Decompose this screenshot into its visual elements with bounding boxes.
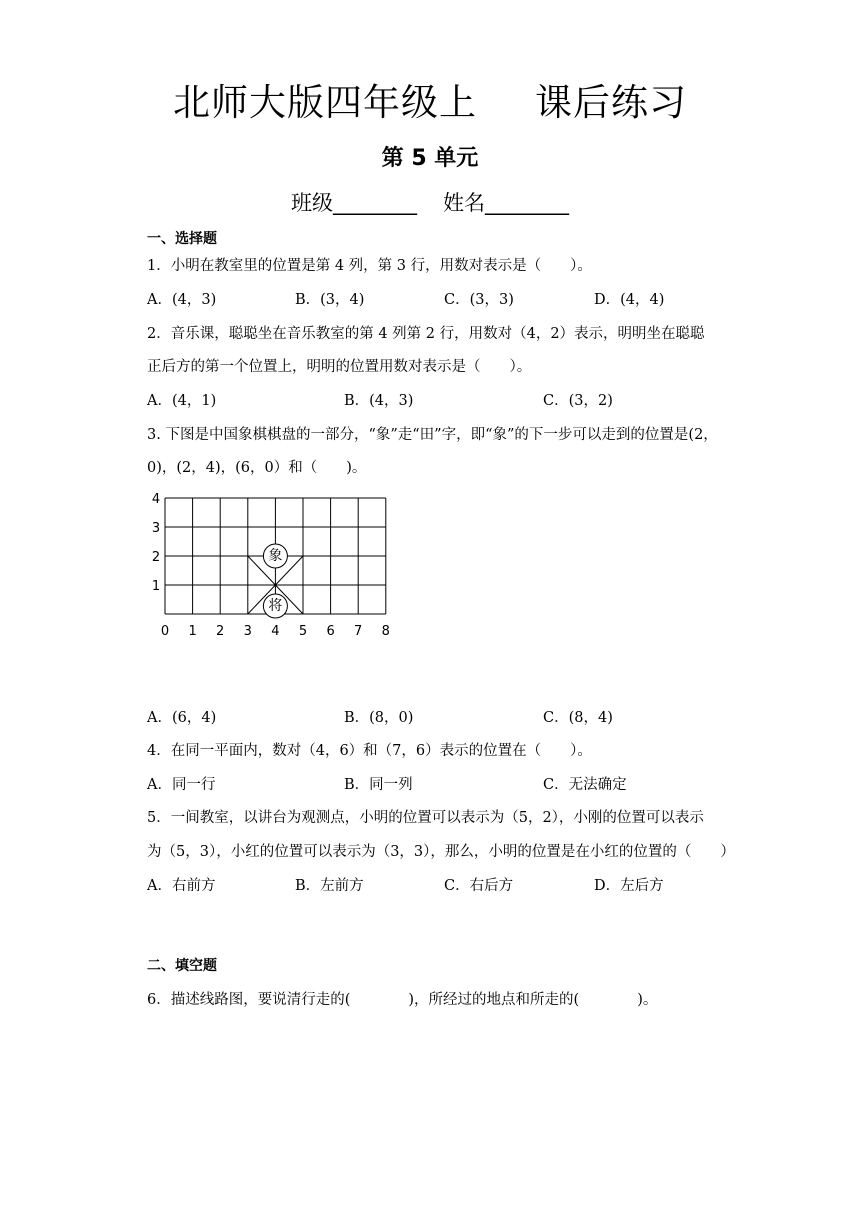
board-x-label: 5 [298, 624, 308, 639]
board-x-label: 0 [160, 624, 170, 639]
class-field: 班级________ [291, 191, 417, 215]
board-x-label: 3 [243, 624, 252, 639]
board-x-labels [161, 624, 390, 639]
question-1-text: 1．小明在教室里的位置是第 4 列，第 3 行，用数对表示是（ ）。 [147, 258, 592, 274]
section-heading-choice: 一、选择题 [147, 231, 217, 247]
board-x-label: 6 [326, 624, 335, 639]
question-2-option-b: B．(4，3) [344, 393, 414, 409]
board-x-label: 1 [188, 624, 197, 639]
page-title [0, 72, 860, 126]
board-x-label: 7 [354, 624, 363, 639]
board-y-label: 1 [151, 579, 161, 594]
question-6-text: 6．描述线路图，要说清行走的( )，所经过的地点和所走的( )。 [147, 992, 658, 1008]
chess-board-figure [150, 492, 400, 652]
question-1-option-a: A．(4，3) [147, 292, 217, 308]
question-1-option-b: B．(3，4) [295, 292, 365, 308]
question-3-option-a: A．(6，4) [147, 710, 217, 726]
question-1-option-d: D．(4，4) [594, 292, 665, 308]
question-1-option-c: C．(3，3) [444, 292, 514, 308]
question-5-line-1: 5．一间教室，以讲台为观测点，小明的位置可以表示为（5，2），小刚的位置可以表示 [147, 810, 704, 826]
question-4-option-b: B．同一列 [344, 777, 413, 793]
question-5-option-d: D．左后方 [594, 878, 664, 894]
board-x-label: 8 [381, 624, 390, 639]
question-4-text: 4．在同一平面内，数对（4，6）和（7，6）表示的位置在（ ）。 [147, 743, 592, 759]
board-y-labels [152, 492, 160, 594]
general-piece [263, 594, 287, 618]
elephant-piece [263, 544, 287, 568]
question-5-line-2: 为（5，3），小红的位置可以表示为（3，3），那么，小明的位置是在小红的位置的（ ） [147, 844, 735, 860]
question-5-option-a: A．右前方 [147, 878, 216, 894]
question-3-line-2: 0)，(2，4)，(6，0）和（ )。 [147, 460, 367, 476]
question-3-option-b: B．(8，0) [344, 710, 414, 726]
question-3-line-1: 3. 下图是中国象棋棋盘的一部分，“象”走“田”字，即“象”的下一步可以走到的位置是(2， [147, 427, 718, 443]
board-x-label: 2 [216, 624, 225, 639]
question-2-option-c: C．(3，2) [543, 393, 613, 409]
unit-heading: 第 5 单元 [381, 146, 479, 171]
question-2-line-1: 2．音乐课，聪聪坐在音乐教室的第 4 列第 2 行，用数对（4，2）表示，明明坐在聪聪 [147, 326, 705, 342]
student-info-line [0, 187, 860, 217]
question-2-line-2: 正后方的第一个位置上，明明的位置用数对表示是（ ）。 [147, 359, 532, 375]
board-y-label: 3 [151, 521, 161, 536]
board-x-label: 4 [271, 624, 280, 639]
question-5-option-b: B．左前方 [295, 878, 364, 894]
title-part-2: 课后练习 [535, 81, 687, 124]
section-heading-fill: 二、填空题 [147, 958, 217, 974]
title-part-1: 北师大版四年级上 [173, 81, 477, 124]
question-4-option-c: C．无法确定 [543, 777, 627, 793]
board-y-label: 2 [151, 550, 161, 565]
general-piece-label: 将 [268, 598, 283, 614]
board-y-label: 4 [151, 492, 161, 507]
question-4-option-a: A．同一行 [147, 777, 216, 793]
name-field: 姓名________ [443, 191, 569, 215]
question-5-option-c: C．右后方 [444, 878, 514, 894]
elephant-piece-label: 象 [268, 548, 283, 564]
question-3-option-c: C．(8，4) [543, 710, 613, 726]
question-2-option-a: A．(4，1) [147, 393, 217, 409]
